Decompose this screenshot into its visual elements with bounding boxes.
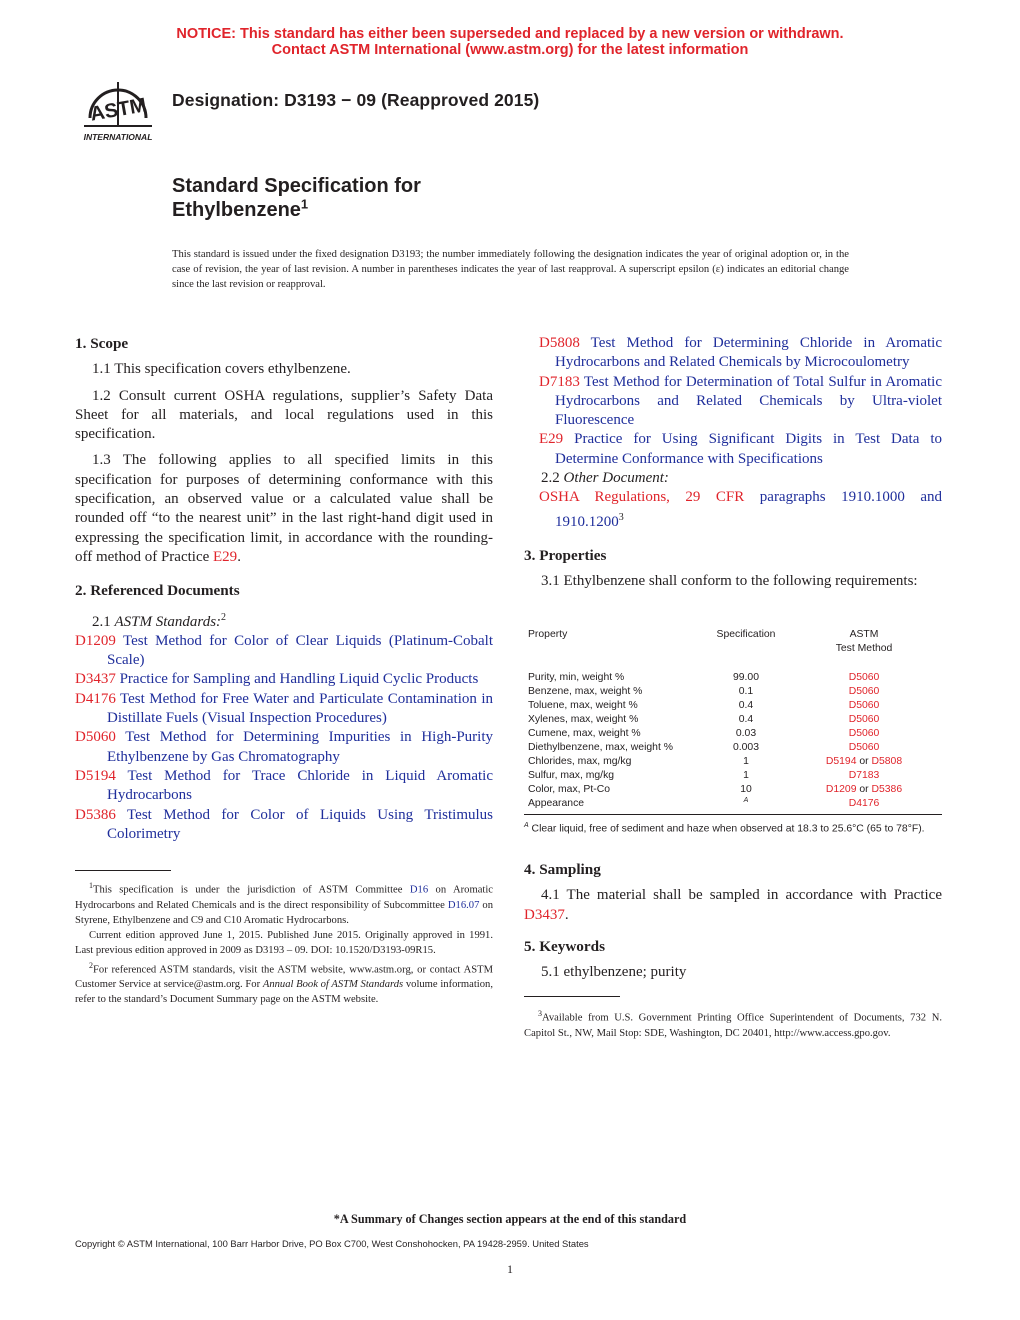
ref-title-link[interactable]: Test Method for Color of Liquids Using Tristimulus Colorimetry	[107, 806, 493, 842]
table-row	[524, 699, 942, 713]
title-line-1: Standard Specification for	[172, 175, 421, 197]
cell-property: Color, max, Pt-Co	[528, 784, 610, 795]
ref-item	[524, 430, 942, 469]
cell-method	[814, 783, 914, 797]
cell-property: Appearance	[528, 798, 585, 809]
ref-code-link[interactable]: D5194	[75, 767, 116, 784]
ref-item	[524, 373, 942, 431]
ref-code-link[interactable]: D3437	[75, 671, 116, 688]
cell-property: Chlorides, max, mg/kg	[528, 756, 632, 767]
table-row	[524, 671, 942, 685]
cell-property: Sulfur, max, mg/kg	[528, 770, 615, 781]
right-column	[524, 334, 942, 592]
issue-note: This standard is issued under the fixed designation D3193; the number immediately following the designation indicates the year of original adoption or, in the case of revision, the year of last revision. A number in parentheses indicates the year of last reapproval. A superscript epsilon (ε) indicates an editorial change since the last revision or reapproval.	[172, 249, 849, 290]
logo-subtitle: INTERNATIONAL	[83, 132, 153, 142]
logo-letters: ASTM	[88, 94, 149, 126]
method-link[interactable]: D5060	[848, 686, 880, 697]
ref-code-link[interactable]: D5808	[539, 335, 580, 351]
footnote-2-mark: 2	[89, 960, 93, 970]
cell-spec: 0.4	[738, 700, 754, 711]
sampling-heading: 4. Sampling	[524, 861, 601, 878]
footnote-1-text: This specification is under the jurisdiction of ASTM Committee	[93, 884, 410, 896]
footnote-2-text: For referenced ASTM standards, visit the ASTM website, www.astm.org, or contact ASTM Customer Service at service@astm.org. For	[75, 964, 493, 991]
footnote-2	[75, 958, 493, 1008]
astm-standards-sup: 2	[221, 611, 227, 623]
osha-title-link[interactable]: paragraphs 1910.1000 and 1910.1200	[555, 489, 942, 530]
table-row	[524, 685, 942, 699]
ref-title-link[interactable]: Test Method for Free Water and Particulate Contamination in Distillate Fuels (Visual Inspection Procedures)	[107, 690, 493, 727]
method-link-alt[interactable]: D5386	[871, 784, 903, 795]
astm-standards-text: ASTM Standards:	[114, 613, 222, 630]
cell-method	[814, 755, 914, 769]
designation: Designation: D3193 − 09 (Reapproved 2015)	[172, 90, 540, 110]
astm-standards-num: 2.1	[92, 613, 115, 630]
ref-title-link[interactable]: Test Method for Trace Chloride in Liquid Aromatic Hydrocarbons	[107, 767, 493, 804]
other-document-label	[524, 469, 942, 488]
title-footnote-mark: 1	[300, 196, 309, 212]
method-link[interactable]: D5194	[825, 756, 857, 767]
sampling-4-1	[524, 886, 942, 925]
table-row	[524, 769, 942, 783]
footnote-3-text: Available from U.S. Government Printing Office Superintendent of Documents, 732 N. Capitol St., NW, Mail Stop: SDE, Washington, DC 20401, http://www.access.gpo.gov.	[524, 1012, 942, 1039]
notice-line-2: Contact ASTM International (www.astm.org) for the latest information	[271, 42, 749, 58]
footnote-2-italic: Annual Book of ASTM Standards	[262, 979, 404, 991]
astm-standards-label	[75, 608, 493, 632]
footnote-rule	[75, 870, 171, 871]
osha-code-link[interactable]: OSHA Regulations, 29 CFR	[539, 489, 745, 506]
ref-title-link[interactable]: Practice for Using Significant Digits in Test Data to Determine Conformance with Specifications	[555, 431, 942, 467]
method-or: or	[856, 756, 872, 767]
sampling-end: .	[564, 906, 569, 923]
properties-intro: 3.1 Ethylbenzene shall conform to the following requirements:	[541, 573, 918, 590]
cell-spec: 0.003	[732, 742, 759, 753]
method-link[interactable]: D4176	[848, 798, 880, 809]
ref-item-osha	[524, 488, 942, 532]
cell-method	[814, 671, 914, 685]
ref-code-link[interactable]: D7183	[539, 373, 580, 390]
scope-1-2: 1.2 Consult current OSHA regulations, supplier’s Safety Data Sheet for all materials, and local regulations used in this specification.	[75, 387, 493, 443]
cell-method	[814, 699, 914, 713]
method-link[interactable]: D5060	[848, 672, 880, 683]
cell-spec: 0.03	[735, 728, 757, 739]
sampling-keywords	[524, 860, 942, 982]
footnote-3	[524, 1006, 942, 1041]
scope-1-1: 1.1 This specification covers ethylbenzene.	[92, 361, 351, 378]
col-specification: Specification	[716, 629, 776, 640]
method-or: or	[856, 784, 872, 795]
method-link-alt[interactable]: D5808	[871, 756, 903, 767]
table-header	[524, 627, 942, 663]
ref-item	[75, 632, 493, 671]
footnote-1-mark: 1	[89, 881, 93, 890]
ref-code-link[interactable]: D1209	[75, 632, 116, 649]
method-link[interactable]: D5060	[848, 700, 880, 711]
ref-title-link[interactable]: Test Method for Color of Clear Liquids (Platinum-Cobalt Scale)	[107, 632, 493, 669]
table-rule	[524, 814, 942, 815]
footnote-2-text-b: volume information, refer to the standard’s Document Summary page on the ASTM website.	[75, 979, 493, 1006]
referenced-heading: 2. Referenced Documents	[75, 582, 240, 600]
ref-item	[75, 690, 493, 729]
table-row	[524, 755, 942, 769]
footnote-rule-right	[524, 996, 620, 997]
ref-item	[75, 806, 493, 845]
col-method-1: ASTM	[849, 629, 879, 640]
left-column	[75, 334, 493, 844]
ref-code-link[interactable]: D5060	[75, 729, 116, 746]
footnotes-left	[75, 878, 493, 1007]
footnote-1	[75, 878, 493, 928]
footnote-1-text-b: on Aromatic Hydrocarbons and Related Chemicals and is the direct responsibility of Subcommittee	[75, 884, 493, 911]
method-link[interactable]: D7183	[848, 770, 880, 781]
cell-spec: 10	[740, 784, 752, 795]
title-subject: Ethylbenzene	[172, 199, 301, 221]
cell-method	[814, 741, 914, 755]
ref-title-link[interactable]: Test Method for Determining Chloride in Aromatic Hydrocarbons and Related Chemicals by Microcoulometry	[555, 335, 942, 371]
cell-spec: 0.4	[738, 714, 754, 725]
astm-logo	[76, 74, 160, 144]
cell-property: Xylenes, max, weight %	[528, 714, 639, 725]
scope-1-3	[75, 451, 493, 567]
link-d3437[interactable]: D3437	[524, 906, 565, 923]
sampling-text: 4.1 The material shall be sampled in accordance with Practice	[541, 887, 942, 904]
other-document-num: 2.2	[541, 470, 564, 487]
title-line-2	[172, 198, 421, 222]
cell-method	[814, 727, 914, 741]
ref-item	[75, 670, 493, 689]
cell-property: Diethylbenzene, max, weight %	[528, 742, 673, 753]
method-link[interactable]: D5060	[848, 728, 880, 739]
ref-code-link[interactable]: D4176	[75, 690, 116, 707]
properties-heading: 3. Properties	[524, 546, 607, 564]
cell-method	[814, 685, 914, 699]
link-d16[interactable]: D16	[409, 884, 429, 896]
cell-method	[814, 769, 914, 783]
cell-spec: 1	[743, 756, 749, 767]
ref-item	[75, 767, 493, 806]
copyright: Copyright © ASTM International, 100 Barr Harbor Drive, PO Box C700, West Conshohocken, PA 19428-2959. United States	[75, 1238, 589, 1249]
cell-property: Toluene, max, weight %	[528, 700, 638, 711]
col-method-2: Test Method	[835, 643, 893, 654]
method-link[interactable]: D1209	[825, 784, 857, 795]
ref-code-link[interactable]: D5386	[75, 806, 116, 823]
cell-spec: A	[743, 797, 749, 804]
cell-method	[814, 797, 914, 811]
withdrawn-notice	[0, 26, 1020, 58]
link-d16-07[interactable]: D16.07	[447, 899, 480, 911]
ref-item	[524, 334, 942, 373]
cell-spec: 0.1	[738, 686, 754, 697]
scope-heading: 1. Scope	[75, 335, 129, 352]
table-row	[524, 727, 942, 741]
keywords-5-1: 5.1 ethylbenzene; purity	[541, 964, 687, 981]
astm-logo-icon	[76, 74, 160, 144]
col-property: Property	[528, 629, 568, 640]
ref-item	[75, 728, 493, 767]
ref-title-link[interactable]: Test Method for Determining Impurities in High-Purity Ethylbenzene by Gas Chromatography	[107, 729, 493, 765]
footnotes-right	[524, 1006, 942, 1041]
footnote-1-text-c: on Styrene, Ethylbenzene and C9 and C10 Aromatic Hydrocarbons.	[75, 899, 494, 926]
link-e29[interactable]: E29	[213, 548, 238, 565]
osha-sup: 3	[618, 511, 624, 523]
cell-property: Benzene, max, weight %	[528, 686, 643, 697]
scope-1-3-end: .	[237, 548, 241, 565]
table-row	[524, 741, 942, 755]
table-note-text: Clear liquid, free of sediment and haze when observed at 18.3 to 25.6°C (65 to 78°F).	[528, 823, 925, 835]
other-document-text: Other Document:	[563, 470, 669, 487]
cell-spec: 1	[743, 770, 749, 781]
page-number: 1	[507, 1262, 513, 1276]
table-note-mark: A	[524, 822, 529, 829]
table-row	[524, 713, 942, 727]
ref-title-link[interactable]: Test Method for Determination of Total Sulfur in Aromatic Hydrocarbons and Related Chemicals by Ultra-violet Fluorescence	[555, 373, 942, 429]
summary-of-changes: *A Summary of Changes section appears at the end of this standard	[333, 1212, 687, 1226]
page-title	[172, 174, 421, 222]
cell-method	[814, 713, 914, 727]
ref-code-link[interactable]: E29	[539, 431, 564, 448]
footnote-1-edition: Current edition approved June 1, 2015. Published June 2015. Originally approved in 1991. Last previous edition approved in 2009 as D3193 – 09. DOI: 10.1520/D3193-09R15.	[75, 929, 493, 956]
cell-property: Cumene, max, weight %	[528, 728, 641, 739]
table-footnote	[524, 818, 942, 836]
cell-property: Purity, min, weight %	[528, 672, 625, 683]
cell-spec: 99.00	[732, 672, 759, 683]
table-row	[524, 797, 942, 811]
footnote-3-mark: 3	[538, 1009, 542, 1018]
notice-line-1: NOTICE: This standard has either been superseded and replaced by a new version or withdrawn.	[176, 26, 844, 42]
scope-1-3-text: 1.3 The following applies to all specified limits in this specification for purposes of determining conformance with this specification, an observed value or a calculated value shall be rounded off “to the nearest unit” in the last right-hand digit used in expressing the specification limit, in accordance with the rounding-off method of Practice	[75, 452, 493, 565]
method-link[interactable]: D5060	[848, 714, 880, 725]
ref-title-link[interactable]: Practice for Sampling and Handling Liquid Cyclic Products	[115, 671, 479, 688]
method-link[interactable]: D5060	[848, 742, 880, 753]
keywords-heading: 5. Keywords	[524, 937, 605, 955]
